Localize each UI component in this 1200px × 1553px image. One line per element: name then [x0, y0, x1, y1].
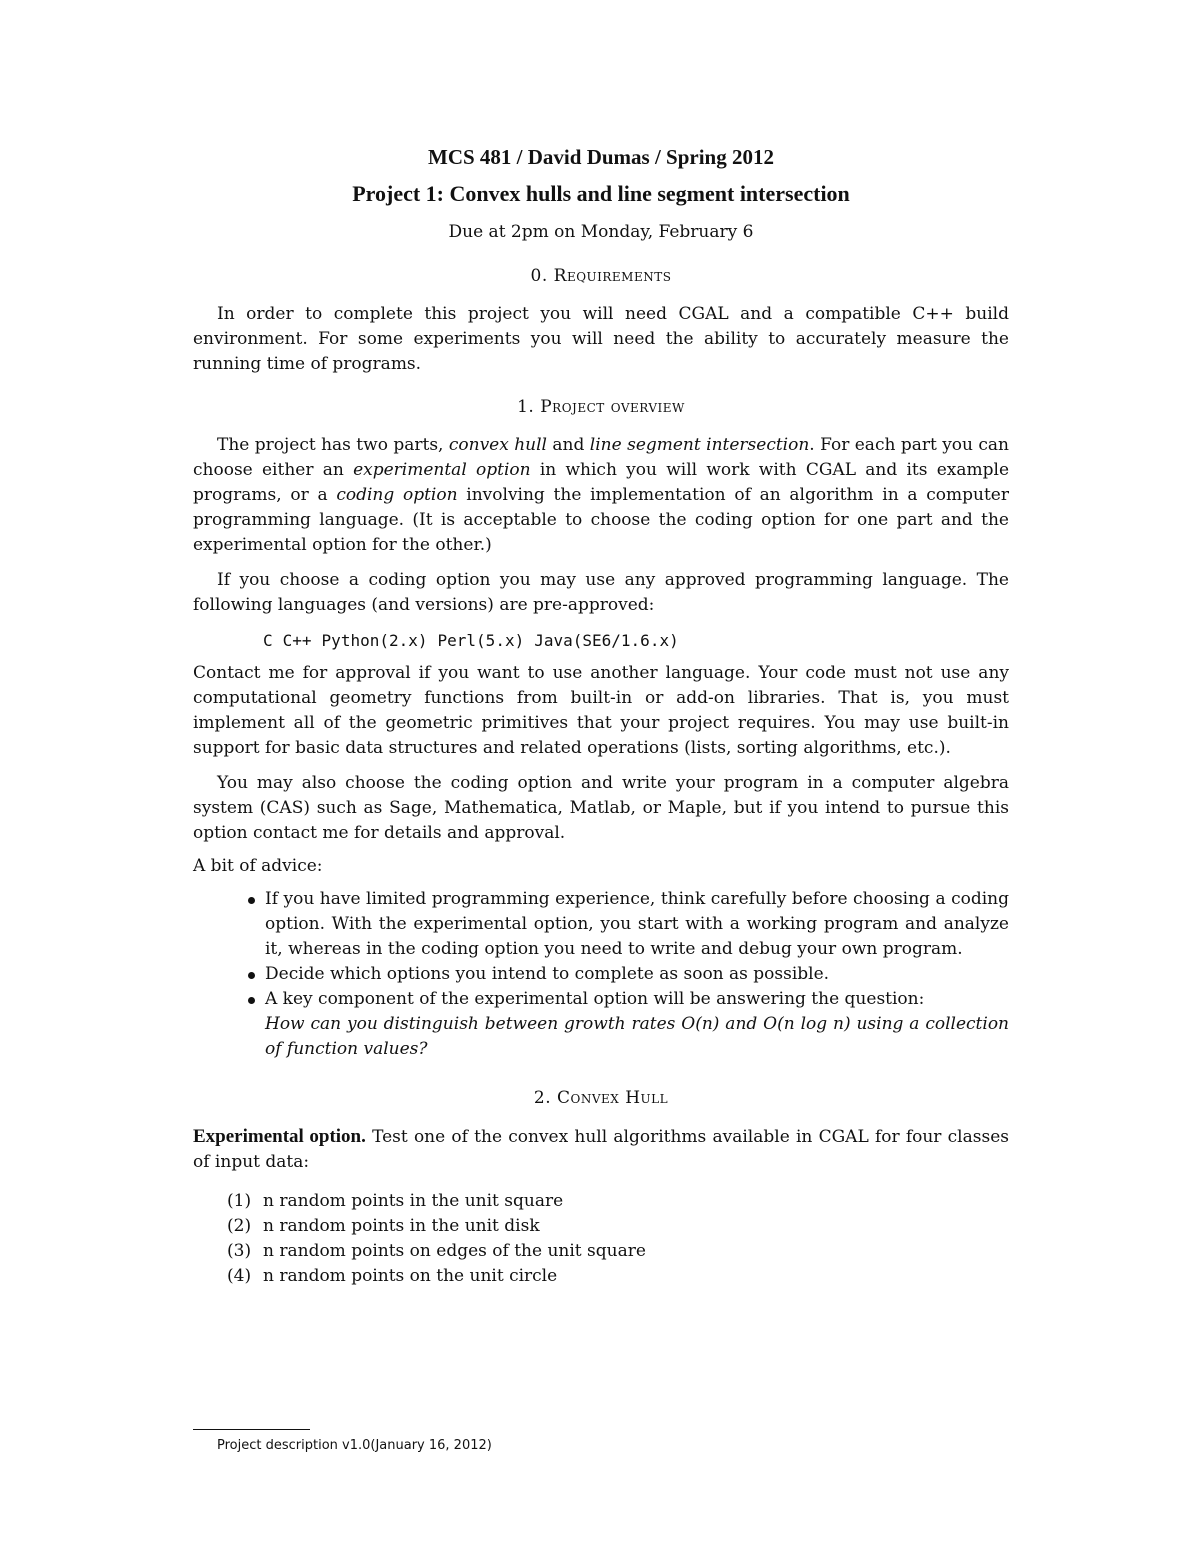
emphasis-experimental-option: experimental option [353, 460, 531, 480]
list-item: Decide which options you intend to complete as soon as possible. [265, 962, 1009, 987]
requirements-paragraph: In order to complete this project you will need CGAL and a compatible C++ build environment. For some experiments you will need the ability to accurately measure the running time of programs. [193, 304, 1009, 374]
advice-list [193, 887, 1009, 1062]
emphasis-convex-hull: convex hull [448, 435, 547, 455]
approval-paragraph: Contact me for approval if you want to use another language. Your code must not use any computational geometry functions from built-in or add-on libraries. That is, you must implement all of the geometric primitives that your project requires. You may use built-in support for basic data structures and related operations (lists, sorting algorithms, etc.). [193, 663, 1009, 758]
language-item: Java(SE6/1.6.x) [534, 631, 679, 650]
section-2-heading: 2. Convex Hull [533, 1088, 669, 1108]
language-list [263, 628, 1009, 653]
cas-paragraph: You may also choose the coding option and write your program in a computer algebra system (CAS) such as Sage, Mathematica, Matlab, or Maple, but if you intend to pursue this option contact me for details and approval. [193, 773, 1009, 843]
experimental-option-paragraph: Experimental option. Test one of the convex hull algorithms available in CGAL for four classes of input data: [193, 1126, 1009, 1172]
list-item: (2) n random points in the unit disk [227, 1216, 540, 1236]
section-0-heading: 0. Requirements [530, 266, 672, 286]
footnote: Project description v1.0(January 16, 2012) [217, 1438, 492, 1453]
advice-label: A bit of advice: [193, 856, 323, 876]
experimental-option-label: Experimental option. [193, 1126, 366, 1147]
list-item: (3) n random points on edges of the unit square [227, 1241, 646, 1261]
list-item: If you have limited programming experience, think carefully before choosing a coding option. With the experimental option, you start with a working program and analyze it, whereas in the coding option you need to write and debug your own program. [265, 887, 1009, 962]
footnote-rule [193, 1429, 310, 1430]
language-item: C [263, 631, 273, 650]
list-item: A key component of the experimental option will be answering the question: How can you distinguish between growth rates O(n) and O(n log n) using a collection of function values? [265, 987, 1009, 1062]
language-item: C++ [282, 631, 312, 650]
list-item: (1) n random points in the unit square [227, 1191, 564, 1211]
list-item: (4) n random points on the unit circle [227, 1266, 558, 1286]
emphasis-coding-option: coding option [336, 485, 458, 505]
languages-paragraph: If you choose a coding option you may use any approved programming language. The following languages (and versions) are pre-approved: [193, 570, 1009, 615]
course-line: MCS 481 / David Dumas / Spring 2012 [428, 145, 774, 169]
section-1-heading: 1. Project overview [517, 397, 685, 417]
advice-question: How can you distinguish between growth rates O(n) and O(n log n) using a collection of function values? [265, 1014, 1009, 1059]
page-content [193, 140, 1009, 1289]
emphasis-line-segment: line segment intersection [589, 435, 810, 455]
overview-paragraph: The project has two parts, convex hull and line segment intersection. For each part you can choose either an experimental option in which you will work with CGAL and its example programs, or a coding option involving the implementation of an algorithm in a computer programming language. (It is acceptable to choose the coding option for one part and the experimental option for the other.) [193, 435, 1010, 555]
language-item: Perl(5.x) [437, 631, 525, 650]
input-cases-list [193, 1189, 1009, 1289]
language-item: Python(2.x) [321, 631, 428, 650]
page-title: Project 1: Convex hulls and line segment intersection [352, 181, 850, 206]
due-date: Due at 2pm on Monday, February 6 [448, 222, 754, 242]
